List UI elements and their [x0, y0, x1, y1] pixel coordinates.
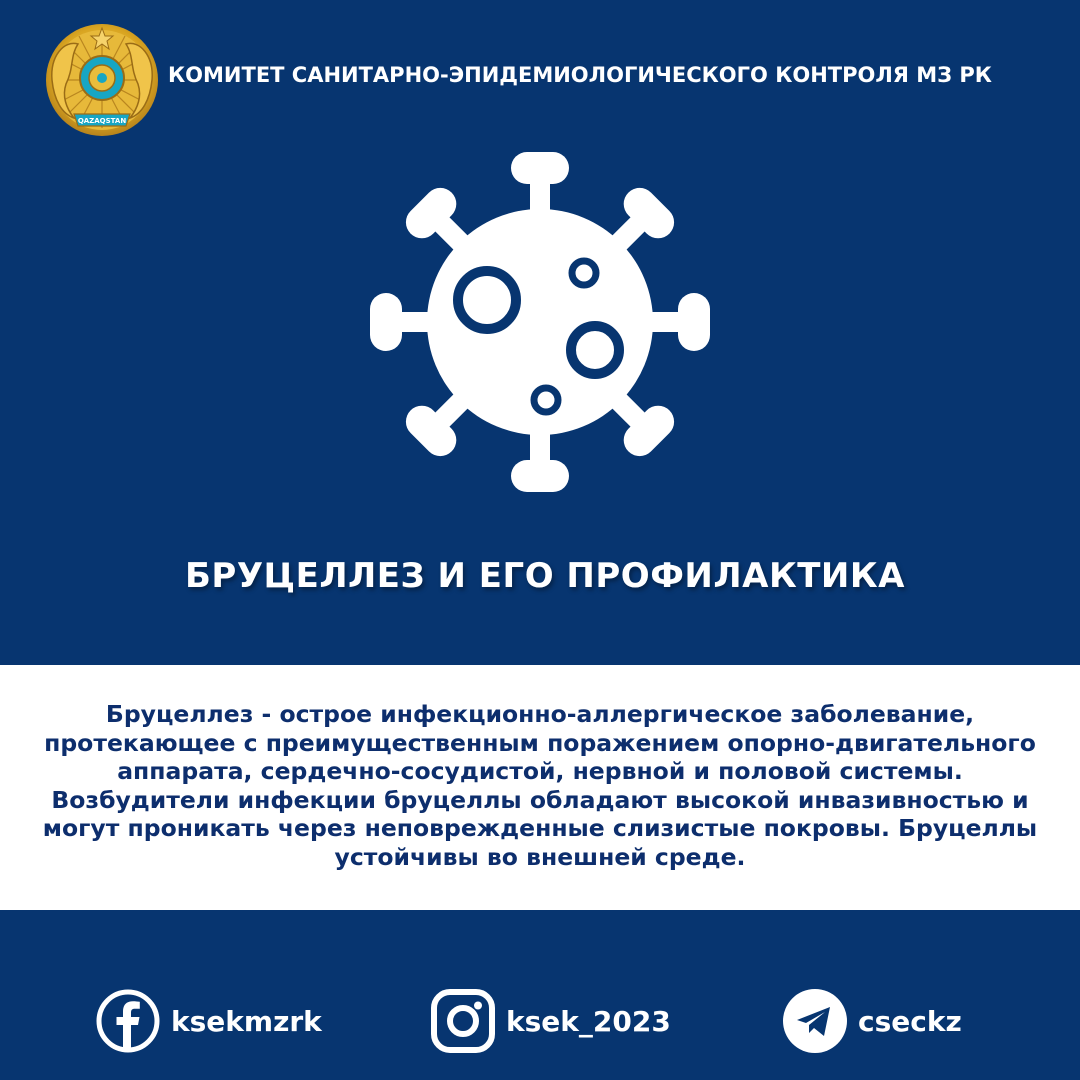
organization-title: КОМИТЕТ САНИТАРНО-ЭПИДЕМИОЛОГИЧЕСКОГО КОНТРОЛЯ МЗ РК — [168, 63, 992, 87]
instagram-icon — [430, 988, 496, 1054]
description-text: Бруцеллез - острое инфекционно-аллергическое заболевание, протекающее с преимущественным поражением опорно-двигательного аппарата, сердечно-сосудистой, нервной и половой системы. Возбудители инфекции бруцеллы обладают высокой инвазивностью и могут проникать через неповрежденные слизистые покровы. Бруцеллы устойчивы во внешней среде. — [42, 700, 1038, 871]
social-telegram[interactable] — [782, 986, 962, 1056]
social-facebook[interactable] — [95, 986, 322, 1056]
instagram-handle: ksek_2023 — [506, 1004, 671, 1038]
telegram-handle: cseckz — [858, 1004, 962, 1038]
facebook-icon — [95, 988, 161, 1054]
telegram-icon — [782, 988, 848, 1054]
social-instagram[interactable] — [430, 986, 671, 1056]
emblem-ribbon-text: QAZAQSTAN — [77, 117, 127, 125]
main-title: БРУЦЕЛЛЕЗ И ЕГО ПРОФИЛАКТИКА — [185, 556, 905, 596]
virus-icon — [365, 150, 715, 495]
kazakhstan-emblem-icon — [44, 22, 160, 138]
facebook-handle: ksekmzrk — [171, 1004, 322, 1038]
